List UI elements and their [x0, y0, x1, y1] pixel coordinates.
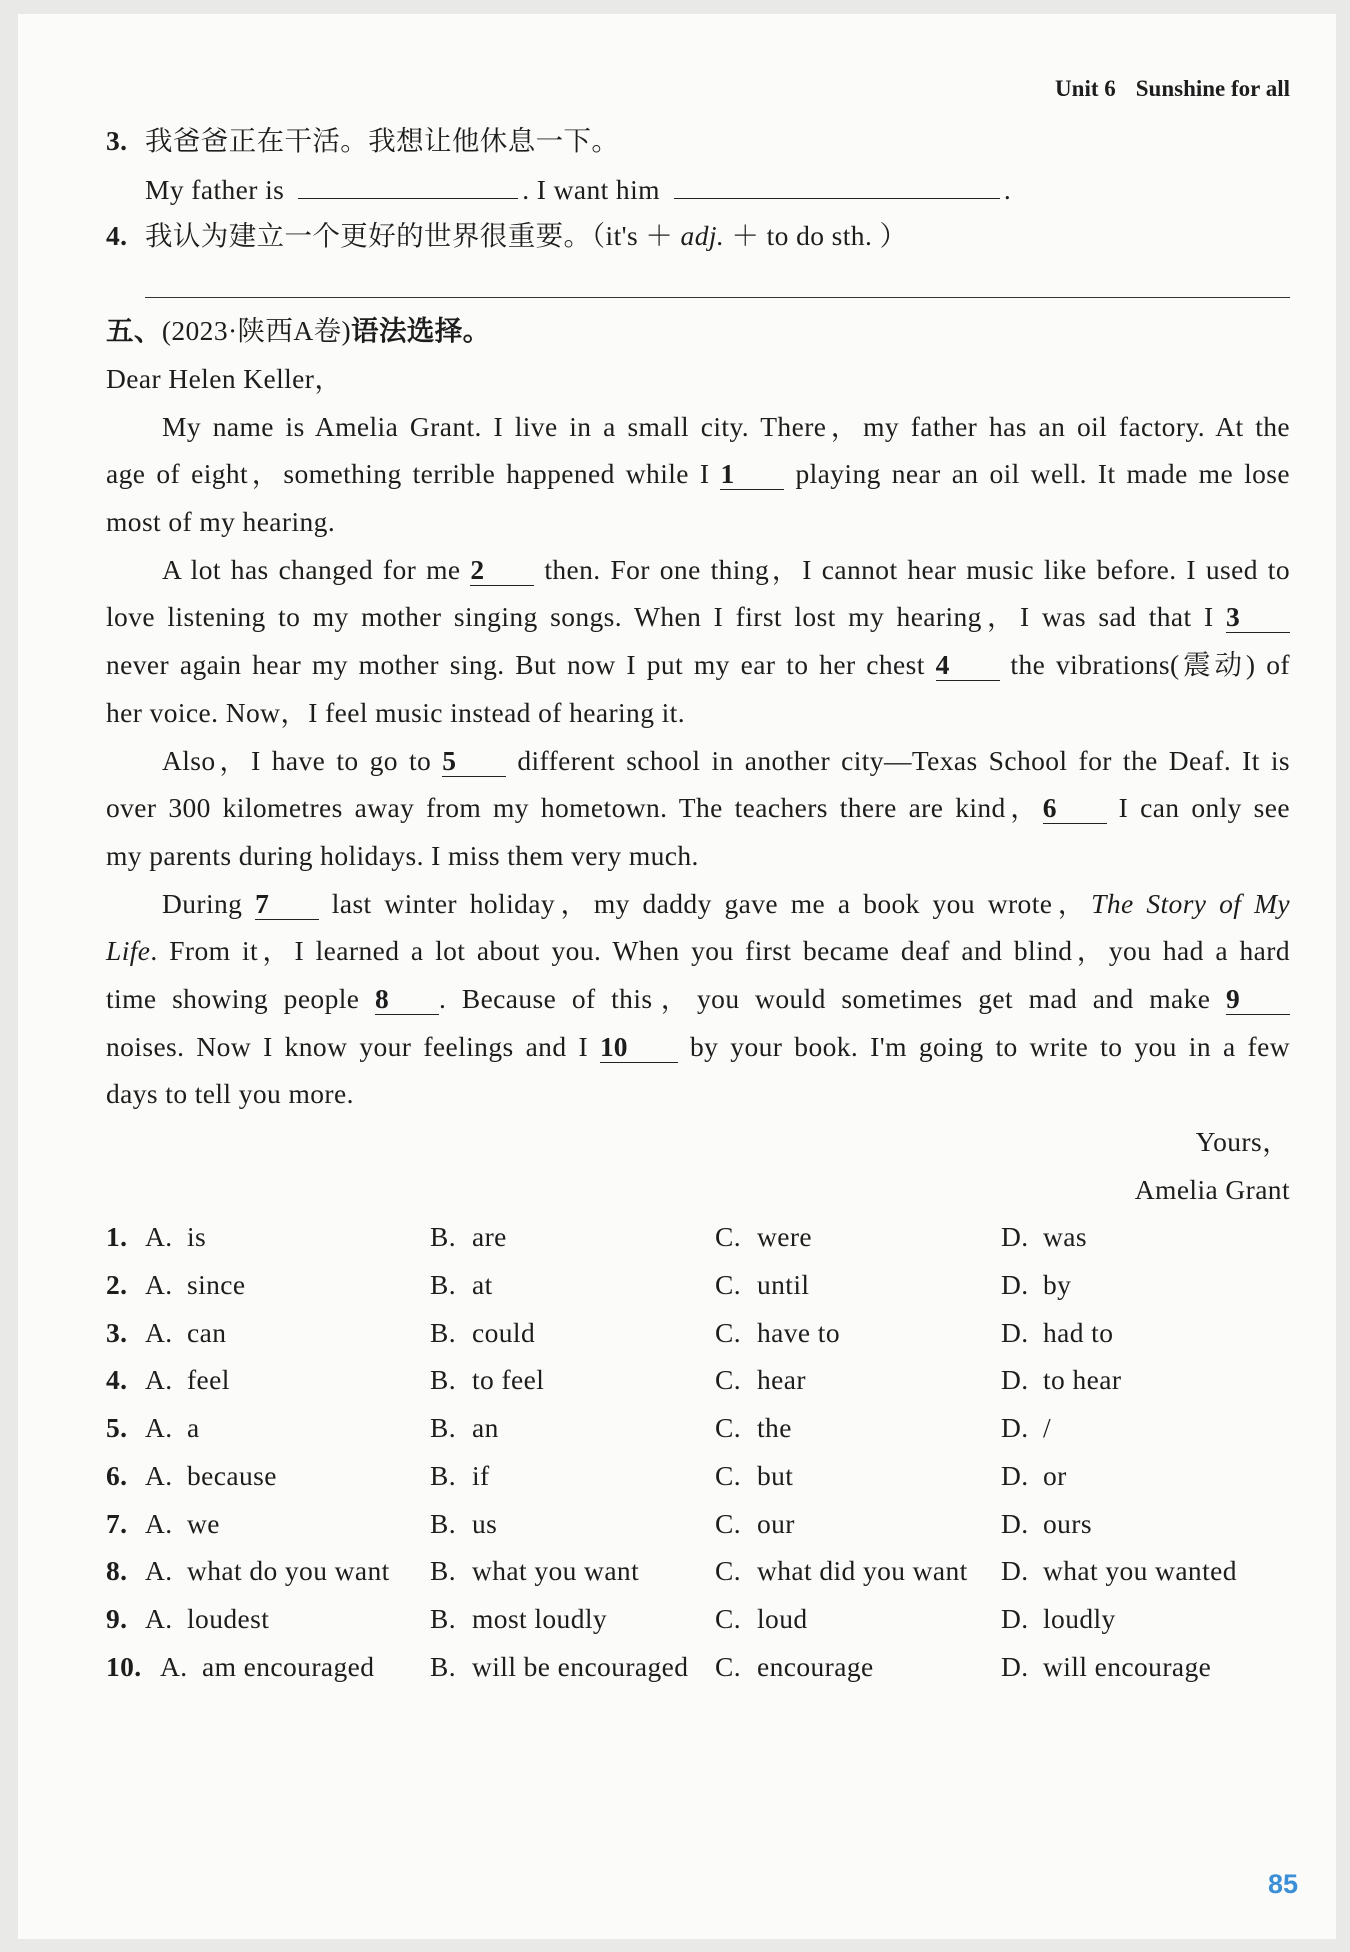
option-text: will be encouraged [472, 1650, 689, 1682]
passage-line [106, 641, 1290, 689]
option-row [106, 1261, 1290, 1309]
passage-line [106, 1070, 1290, 1118]
option-letter: C. [715, 1364, 742, 1396]
option-choice-c [715, 1452, 793, 1500]
option-text: most loudly [472, 1602, 608, 1634]
option-letter: D. [1001, 1555, 1029, 1587]
option-choice-b [430, 1356, 544, 1404]
option-letter: D. [1001, 1269, 1029, 1301]
question-hint-italic: adj. [680, 220, 725, 251]
answer-blank: 10 [600, 1032, 678, 1063]
passage-text: different school in another city—Texas School for the Deaf. It is [506, 744, 1290, 776]
option-text: until [757, 1269, 810, 1301]
option-letter: C. [715, 1459, 742, 1491]
option-row [106, 1213, 1290, 1261]
passage-text: time showing people [106, 982, 375, 1014]
answer-blank: 9 [1226, 984, 1290, 1015]
option-letter: C. [715, 1650, 742, 1682]
option-letter: A. [145, 1555, 173, 1587]
option-text: the [757, 1412, 792, 1444]
question-number: 3. [106, 125, 128, 156]
option-choice-a [145, 1261, 246, 1309]
option-text: was [1043, 1221, 1087, 1253]
option-letter: B. [430, 1412, 457, 1444]
answer-blank: 4 [936, 650, 1000, 681]
option-letter: D. [1001, 1507, 1029, 1539]
answer-blank: 3 [1226, 602, 1290, 633]
option-text: our [757, 1507, 795, 1539]
section-title: 语法选择。 [351, 315, 491, 346]
letter-signature: Amelia Grant [1134, 1173, 1290, 1205]
letter-body [106, 403, 1290, 1118]
option-row [106, 1452, 1290, 1500]
option-letter: A. [145, 1412, 173, 1444]
answer-line [145, 297, 1290, 298]
passage-text: days to tell you more. [106, 1078, 354, 1110]
passage-text: I can only see [1106, 792, 1290, 824]
option-text: we [187, 1507, 220, 1539]
option-text: / [1043, 1412, 1052, 1444]
option-choice-b [430, 1261, 493, 1309]
option-text: have to [757, 1316, 840, 1348]
option-text: am encouraged [202, 1650, 375, 1682]
translation-question-3 [106, 117, 1290, 165]
option-choice-a [145, 1595, 269, 1643]
passage-line [106, 832, 1290, 880]
passage-paragraph [106, 546, 1290, 737]
option-choice-c [715, 1261, 809, 1309]
section-number: 五、 [106, 315, 162, 346]
passage-text: . Because of this，you would sometimes get mad and make [438, 982, 1226, 1014]
option-text: hear [757, 1364, 806, 1396]
option-text: a [187, 1412, 200, 1444]
option-row [106, 1500, 1290, 1548]
option-letter: A. [145, 1602, 173, 1634]
passage-line [106, 927, 1290, 975]
option-choice-c [715, 1213, 812, 1261]
option-choice-c [715, 1547, 968, 1595]
option-letter: A. [145, 1507, 173, 1539]
option-letter: D. [1001, 1459, 1029, 1491]
option-choice-c [715, 1595, 808, 1643]
option-row [106, 1309, 1290, 1357]
passage-text: her voice. Now，I feel music instead of hearing it. [106, 696, 685, 728]
passage-line [106, 737, 1290, 785]
option-text: because [187, 1459, 277, 1491]
option-text: are [472, 1221, 507, 1253]
option-choice-c [715, 1500, 795, 1548]
option-letter: C. [715, 1221, 742, 1253]
passage-text: over 300 kilometres away from my hometown. The teachers there are kind， [106, 792, 1043, 824]
option-letter: C. [715, 1555, 742, 1587]
passage-text: A lot has changed for me [162, 553, 471, 585]
page-number: 85 [1268, 1869, 1299, 1899]
answer-blank: 5 [442, 746, 506, 777]
translation-answer-3 [145, 166, 1290, 214]
option-text: encourage [757, 1650, 874, 1682]
option-text: what you want [472, 1555, 640, 1587]
option-letter: C. [715, 1602, 742, 1634]
option-choice-a [145, 1500, 220, 1548]
passage-text: then. For one thing，I cannot hear music like before. I used to [534, 553, 1290, 585]
passage-line [106, 546, 1290, 594]
option-text: were [757, 1221, 813, 1253]
option-question-number: 6. [106, 1459, 128, 1491]
option-letter: C. [715, 1507, 742, 1539]
option-choice-c [715, 1404, 792, 1452]
unit-label: Unit 6 [1055, 76, 1116, 101]
option-letter: A. [145, 1459, 173, 1491]
option-text: feel [187, 1364, 230, 1396]
option-letter: D. [1001, 1316, 1029, 1348]
option-text: can [187, 1316, 227, 1348]
passage-text: During [162, 887, 256, 919]
passage-text: last winter holiday，my daddy gave me a book you wrote， [319, 887, 1092, 919]
letter-greeting: Dear Helen Keller， [106, 363, 343, 394]
option-letter: B. [430, 1269, 457, 1301]
option-choice-d [1001, 1404, 1051, 1452]
passage-paragraph [106, 880, 1290, 1118]
option-choice-d [1001, 1213, 1087, 1261]
passage-line [106, 450, 1290, 498]
option-letter: D. [1001, 1412, 1029, 1444]
passage-text: never again hear my mother sing. But now I put my ear to her chest [106, 649, 936, 681]
option-row [106, 1595, 1290, 1643]
option-text: had to [1043, 1316, 1114, 1348]
grammar-passage [106, 355, 1290, 1690]
question-hint: ＋ to do sth. ） [724, 220, 908, 251]
option-text: loudly [1043, 1602, 1116, 1634]
option-choice-d [1001, 1261, 1071, 1309]
option-text: if [472, 1459, 490, 1491]
option-letter: B. [430, 1602, 457, 1634]
option-text: an [472, 1412, 499, 1444]
question-prompt: 我认为建立一个更好的世界很重要。 [145, 220, 592, 251]
option-letter: A. [160, 1650, 188, 1682]
option-letter: B. [430, 1555, 457, 1587]
passage-text: love listening to my mother singing songs. When I first lost my hearing，I was sad that I [106, 601, 1226, 633]
option-question-number: 2. [106, 1269, 128, 1301]
option-choice-c [715, 1309, 840, 1357]
passage-text: Also，I have to go to [162, 744, 443, 776]
option-question-number: 4. [106, 1364, 128, 1396]
option-text: loudest [187, 1602, 270, 1634]
option-letter: A. [145, 1364, 173, 1396]
passage-paragraph [106, 737, 1290, 880]
option-text: since [187, 1269, 246, 1301]
option-letter: C. [715, 1412, 742, 1444]
options-list [106, 1213, 1290, 1690]
option-choice-d [1001, 1643, 1211, 1691]
option-letter: B. [430, 1364, 457, 1396]
translation-question-4 [106, 212, 1290, 260]
option-question-number: 3. [106, 1316, 128, 1348]
option-choice-d [1001, 1309, 1113, 1357]
option-letter: B. [430, 1507, 457, 1539]
option-choice-a [145, 1404, 200, 1452]
option-text: could [472, 1316, 536, 1348]
option-letter: A. [145, 1316, 173, 1348]
answer-blank: 7 [255, 889, 319, 920]
answer-text: My father is [145, 174, 285, 205]
passage-line [106, 689, 1290, 737]
option-choice-b [430, 1595, 607, 1643]
running-header [1055, 75, 1290, 103]
option-row [106, 1404, 1290, 1452]
option-choice-b [430, 1452, 490, 1500]
passage-line [106, 880, 1290, 928]
option-letter: A. [145, 1221, 173, 1253]
passage-paragraph [106, 403, 1290, 546]
answer-blank [298, 168, 518, 199]
option-question-number: 5. [106, 1412, 128, 1444]
option-choice-d [1001, 1500, 1092, 1548]
option-letter: C. [715, 1316, 742, 1348]
option-letter: B. [430, 1221, 457, 1253]
passage-text: age of eight，something terrible happened while I [106, 458, 721, 490]
answer-blank: 2 [470, 555, 534, 586]
option-text: but [757, 1459, 794, 1491]
option-text: is [187, 1221, 207, 1253]
passage-line [106, 1023, 1290, 1071]
option-letter: D. [1001, 1602, 1029, 1634]
option-row [106, 1643, 1290, 1691]
section-source: (2023·陕西A卷) [161, 315, 352, 346]
passage-line [106, 498, 1290, 546]
passage-text: most of my hearing. [106, 506, 336, 538]
option-choice-d [1001, 1595, 1116, 1643]
option-text: what did you want [757, 1555, 968, 1587]
passage-line [106, 403, 1290, 451]
option-choice-b [430, 1213, 507, 1261]
option-text: what you wanted [1043, 1555, 1237, 1587]
option-choice-d [1001, 1547, 1237, 1595]
option-choice-b [430, 1404, 499, 1452]
option-text: to feel [472, 1364, 545, 1396]
book-title-text: Life [106, 935, 151, 967]
unit-title: Sunshine for all [1135, 76, 1290, 101]
answer-text: . I want him [522, 174, 660, 205]
option-choice-d [1001, 1452, 1067, 1500]
passage-text: by your book. I'm going to write to you in a few [678, 1030, 1290, 1062]
passage-text: my parents during holidays. I miss them very much. [106, 839, 699, 871]
option-choice-c [715, 1643, 874, 1691]
option-text: loud [757, 1602, 808, 1634]
passage-line [106, 975, 1290, 1023]
option-question-number: 10. [106, 1650, 142, 1682]
option-choice-a [145, 1547, 390, 1595]
option-text: by [1043, 1269, 1072, 1301]
option-question-number: 9. [106, 1602, 128, 1634]
passage-text: My name is Amelia Grant. I live in a small city. There，my father has an oil factory. At the [162, 410, 1290, 442]
passage-text: noises. Now I know your feelings and I [106, 1030, 601, 1062]
option-question-number: 7. [106, 1507, 128, 1539]
option-choice-b [430, 1500, 497, 1548]
option-text: will encourage [1043, 1650, 1212, 1682]
option-text: at [472, 1269, 493, 1301]
answer-blank [674, 168, 1000, 199]
option-question-number: 1. [106, 1221, 128, 1253]
question-prompt: 我爸爸正在干活。我想让他休息一下。 [145, 125, 620, 156]
option-row [106, 1356, 1290, 1404]
option-text: what do you want [187, 1555, 390, 1587]
option-letter: A. [145, 1269, 173, 1301]
answer-blank: 8 [375, 984, 439, 1015]
section-heading [106, 307, 1290, 355]
option-choice-b [430, 1643, 688, 1691]
answer-blank: 6 [1043, 793, 1107, 824]
option-text: or [1043, 1459, 1067, 1491]
option-choice-d [1001, 1356, 1121, 1404]
passage-text: the vibrations(震动) of [999, 649, 1290, 681]
option-letter: B. [430, 1316, 457, 1348]
option-letter: D. [1001, 1364, 1029, 1396]
option-choice-a [160, 1643, 374, 1691]
option-text: to hear [1043, 1364, 1122, 1396]
option-row [106, 1547, 1290, 1595]
option-choice-b [430, 1547, 639, 1595]
worksheet-page [18, 14, 1336, 1939]
question-hint: （it's ＋ [591, 220, 681, 251]
book-title-text: The Story of My [1091, 887, 1290, 919]
passage-text: playing near an oil well. It made me lose [784, 458, 1290, 490]
option-letter: B. [430, 1459, 457, 1491]
option-letter: D. [1001, 1650, 1029, 1682]
answer-blank: 1 [720, 459, 784, 490]
option-letter: D. [1001, 1221, 1029, 1253]
passage-line [106, 593, 1290, 641]
option-choice-a [145, 1452, 277, 1500]
passage-text: . From it，I learned a lot about you. When you first became deaf and blind，you had a hard [150, 935, 1290, 967]
question-number: 4. [106, 220, 128, 251]
option-letter: B. [430, 1650, 457, 1682]
option-question-number: 8. [106, 1555, 128, 1587]
passage-line [106, 784, 1290, 832]
option-choice-a [145, 1356, 230, 1404]
option-choice-a [145, 1213, 206, 1261]
option-text: ours [1043, 1507, 1092, 1539]
letter-closing: Yours， [1195, 1126, 1290, 1157]
option-choice-b [430, 1309, 535, 1357]
option-letter: C. [715, 1269, 742, 1301]
option-text: us [472, 1507, 498, 1539]
answer-text: . [1003, 174, 1012, 205]
option-choice-a [145, 1309, 226, 1357]
option-choice-c [715, 1356, 806, 1404]
